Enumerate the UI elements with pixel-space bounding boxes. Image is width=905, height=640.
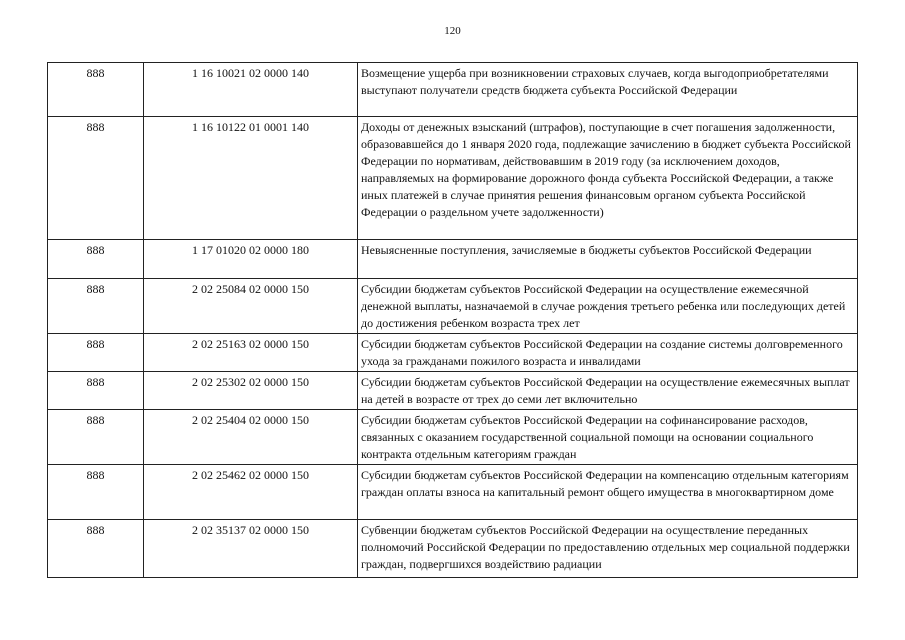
description-cell: Доходы от денежных взысканий (штрафов), поступающие в счет погашения задолженности, образовавшейся до 1 января 2020 года, подлежащие зачислению в бюджет субъекта Российской Федерации по нормативам, действовавшим в 2019 году (за исключением доходов, направляемых на формирование дорожного фонда субъекта Российской Федерации, а также иных платежей в случае принятия решения финансовым органом субъекта Российской Федерации о раздельном учете задолженности) [358, 117, 858, 240]
classification-code-cell: 2 02 25404 02 0000 150 [144, 410, 358, 465]
table-row [48, 334, 858, 372]
classification-code-cell: 2 02 25462 02 0000 150 [144, 465, 358, 520]
description-cell: Невыясненные поступления, зачисляемые в бюджеты субъектов Российской Федерации [358, 240, 858, 279]
classification-code-cell: 1 16 10122 01 0001 140 [144, 117, 358, 240]
admin-code-cell: 888 [48, 117, 144, 240]
page-number: 120 [444, 25, 461, 37]
admin-code-cell: 888 [48, 372, 144, 410]
table-row [48, 279, 858, 334]
admin-code-cell: 888 [48, 63, 144, 117]
admin-code-cell: 888 [48, 465, 144, 520]
description-cell: Субсидии бюджетам субъектов Российской Федерации на компенсацию отдельным категориям граждан оплаты взноса на капитальный ремонт общего имущества в многоквартирном доме [358, 465, 858, 520]
classification-code-cell: 2 02 25302 02 0000 150 [144, 372, 358, 410]
admin-code-cell: 888 [48, 279, 144, 334]
description-cell: Субсидии бюджетам субъектов Российской Федерации на осуществление ежемесячной денежной выплаты, назначаемой в случае рождения третьего ребенка или последующих детей до достижения ребенком возраста трех лет [358, 279, 858, 334]
description-cell: Субсидии бюджетам субъектов Российской Федерации на софинансирование расходов, связанных с оказанием государственной социальной помощи на основании социального контракта отдельным категориям граждан [358, 410, 858, 465]
description-cell: Субсидии бюджетам субъектов Российской Федерации на осуществление ежемесячных выплат на детей в возрасте от трех до семи лет включительно [358, 372, 858, 410]
table-row [48, 63, 858, 117]
admin-code-cell: 888 [48, 240, 144, 279]
description-cell: Субвенции бюджетам субъектов Российской Федерации на осуществление переданных полномочий Российской Федерации по предоставлению отдельных мер социальной поддержки граждан, подвергшихся воздействию радиации [358, 520, 858, 578]
admin-code-cell: 888 [48, 410, 144, 465]
classification-code-cell: 2 02 35137 02 0000 150 [144, 520, 358, 578]
classification-code-cell: 1 17 01020 02 0000 180 [144, 240, 358, 279]
description-cell: Субсидии бюджетам субъектов Российской Федерации на создание системы долговременного ухода за гражданами пожилого возраста и инвалидами [358, 334, 858, 372]
classification-code-cell: 1 16 10021 02 0000 140 [144, 63, 358, 117]
table-row [48, 240, 858, 279]
table-row [48, 117, 858, 240]
admin-code-cell: 888 [48, 520, 144, 578]
description-cell: Возмещение ущерба при возникновении страховых случаев, когда выгодоприобретателями выступают получатели средств бюджета субъекта Российской Федерации [358, 63, 858, 117]
table-row [48, 372, 858, 410]
budget-code-table [47, 62, 858, 578]
table-row [48, 465, 858, 520]
table-row [48, 410, 858, 465]
classification-code-cell: 2 02 25084 02 0000 150 [144, 279, 358, 334]
admin-code-cell: 888 [48, 334, 144, 372]
classification-code-cell: 2 02 25163 02 0000 150 [144, 334, 358, 372]
table-row [48, 520, 858, 578]
